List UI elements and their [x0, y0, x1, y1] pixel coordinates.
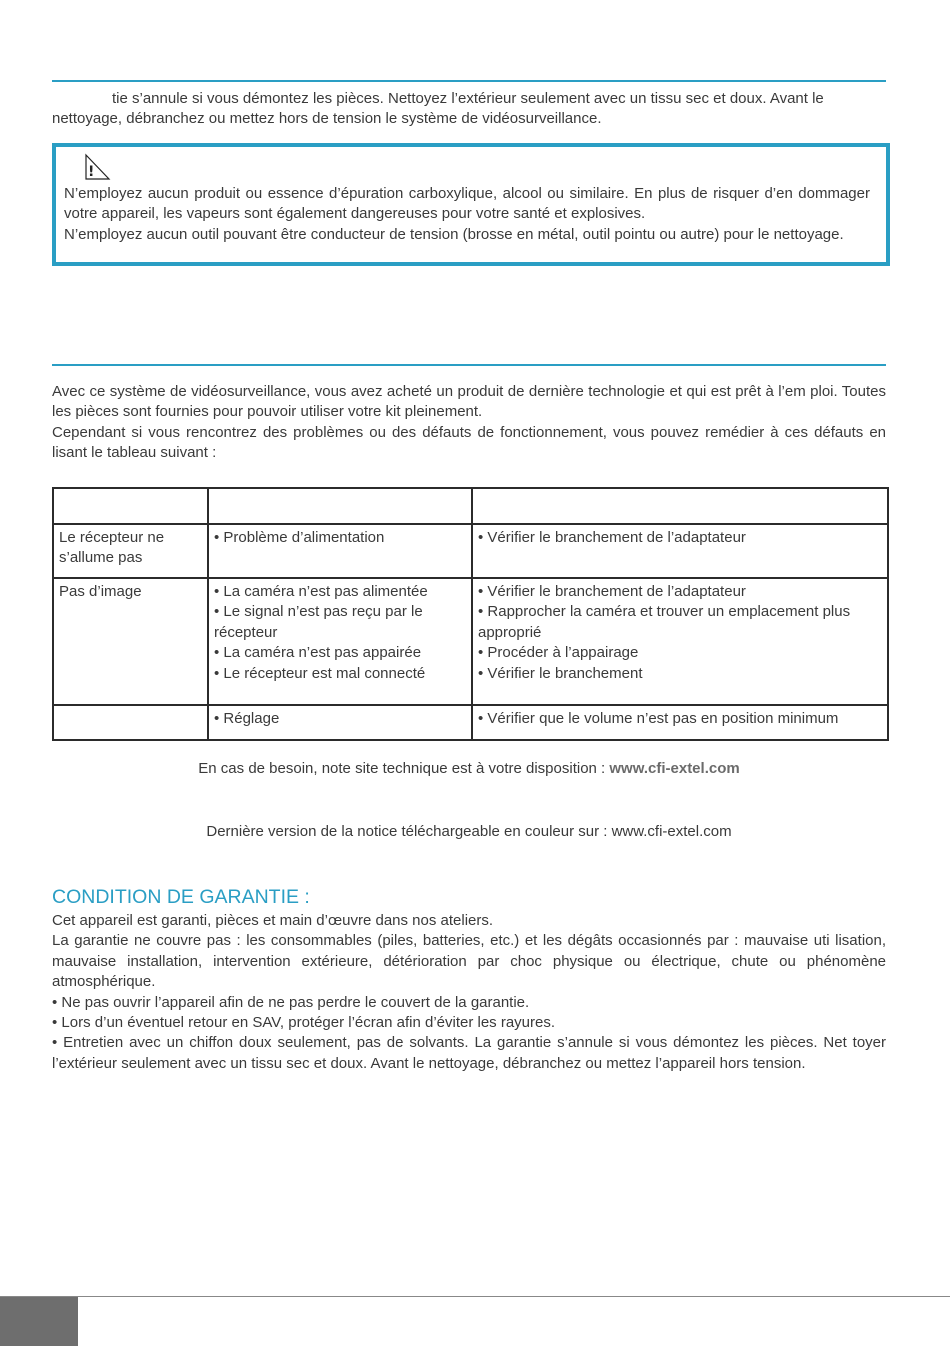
section-divider-middle: [52, 364, 886, 366]
warning-paragraph-2: N’employez aucun outil pouvant être conducteur de tension (brosse en métal, outil pointu ou autre) pour le nettoyage.: [64, 225, 844, 243]
guarantee-text: [52, 911, 886, 1074]
symptom-cell: Pas d’image: [53, 578, 208, 705]
cause-item: • Problème d’alimentation: [214, 529, 385, 546]
symptom-cell: [53, 705, 208, 740]
warning-box: [52, 143, 890, 266]
table-row: [53, 705, 888, 740]
table-row: [53, 578, 888, 705]
remedy-item: • Vérifier le branchement de l’adaptateur: [478, 583, 746, 600]
guarantee-title: CONDITION DE GARANTIE :: [52, 886, 310, 908]
intro-line-1: tie s’annule si vous démontez les pièces. Nettoyez l’extérieur seulement avec un tissu sec et doux. Avant le: [112, 90, 824, 107]
guarantee-line: • Lors d’un éventuel retour en SAV, protéger l’écran afin d’éviter les rayures.: [52, 1014, 556, 1032]
remedy-item: • Vérifier le branchement: [478, 664, 643, 682]
support-paragraph-2: Cependant si vous rencontrez des problèmes ou des défauts de fonctionnement, vous pouvez remédier à ces défauts en lisant le tableau suivant :: [52, 423, 886, 462]
support-paragraph: [52, 382, 886, 464]
svg-text:!: !: [88, 164, 95, 180]
guarantee-line: • Entretien avec un chiffon doux seulement, pas de solvants. La garantie s’annule si vous démontez les pièces. Net toyer l’extérieur seulement avec un tissu sec et doux. Avant le nettoyage, débranchez ou mettez l’appareil hors tension.: [52, 1034, 886, 1072]
guarantee-line: La garantie ne couvre pas : les consommables (piles, batteries, etc.) et les dégâts occasionnés par : mauvaise uti lisation, mauvaise installation, intervention extérieure, détérioration par choc physique ou électrique, chute ou phénomène atmosphérique.: [52, 932, 886, 991]
table-row: [53, 524, 888, 578]
remedy-item: • Rapprocher la caméra et trouver un emplacement plus approprié: [478, 603, 851, 641]
notice-download-line: Dernière version de la notice téléchargeable en couleur sur : www.cfi-extel.com: [206, 823, 732, 840]
header-cell-cause: [208, 488, 472, 524]
cause-item: • La caméra n’est pas appairée: [214, 644, 422, 662]
section-divider-top: [52, 80, 886, 82]
tech-site-text: En cas de besoin, note site technique est à votre disposition :: [198, 760, 610, 777]
warning-text: [64, 184, 870, 245]
remedy-cell: [472, 524, 888, 578]
remedy-item: • Procéder à l’appairage: [478, 644, 639, 662]
cause-item: • Le récepteur est mal connecté: [214, 664, 426, 682]
warning-paragraph-1: N’employez aucun produit ou essence d’épuration carboxylique, alcool ou similaire. En plus de risquer d’en dommager votre appareil, les vapeurs sont également dangereuses pour votre santé et explosives.: [64, 185, 870, 223]
cause-cell: [208, 705, 472, 740]
remedy-item: • Vérifier que le volume n’est pas en position minimum: [478, 710, 839, 727]
troubleshooting-table: [52, 487, 889, 741]
remedy-cell: [472, 578, 888, 705]
symptom-cell: Le récepteur ne s’allume pas: [53, 524, 208, 578]
header-cell-remedy: [472, 488, 888, 524]
intro-paragraph: [52, 89, 886, 130]
footer-divider: [0, 1296, 950, 1297]
tech-site-line: [52, 760, 886, 777]
guarantee-line: Cet appareil est garanti, pièces et main d’œuvre dans nos ateliers.: [52, 912, 494, 929]
remedy-cell: [472, 705, 888, 740]
cause-cell: [208, 578, 472, 705]
tech-site-link[interactable]: www.cfi-extel.com: [609, 760, 740, 777]
guarantee-line: • Ne pas ouvrir l’appareil afin de ne pas perdre le couvert de la garantie.: [52, 993, 530, 1011]
support-paragraph-1: Avec ce système de vidéosurveillance, vous avez acheté un produit de dernière technologie et qui est prêt à l’em ploi. Toutes les pièces sont fournies pour pouvoir utiliser votre kit pleinement.: [52, 383, 886, 421]
footer-page-tab: [0, 1297, 78, 1346]
remedy-item: • Vérifier le branchement de l’adaptateur: [478, 529, 746, 546]
intro-line-2: nettoyage, débranchez ou mettez hors de tension le système de vidéosurveillance.: [52, 110, 602, 128]
cause-item: • Réglage: [214, 710, 280, 727]
table-header-row: [53, 488, 888, 524]
header-cell-symptom: [53, 488, 208, 524]
warning-triangle-icon: [78, 152, 112, 182]
cause-cell: [208, 524, 472, 578]
cause-item: • La caméra n’est pas alimentée: [214, 583, 428, 600]
cause-item: • Le signal n’est pas reçu par le récepteur: [214, 603, 423, 641]
